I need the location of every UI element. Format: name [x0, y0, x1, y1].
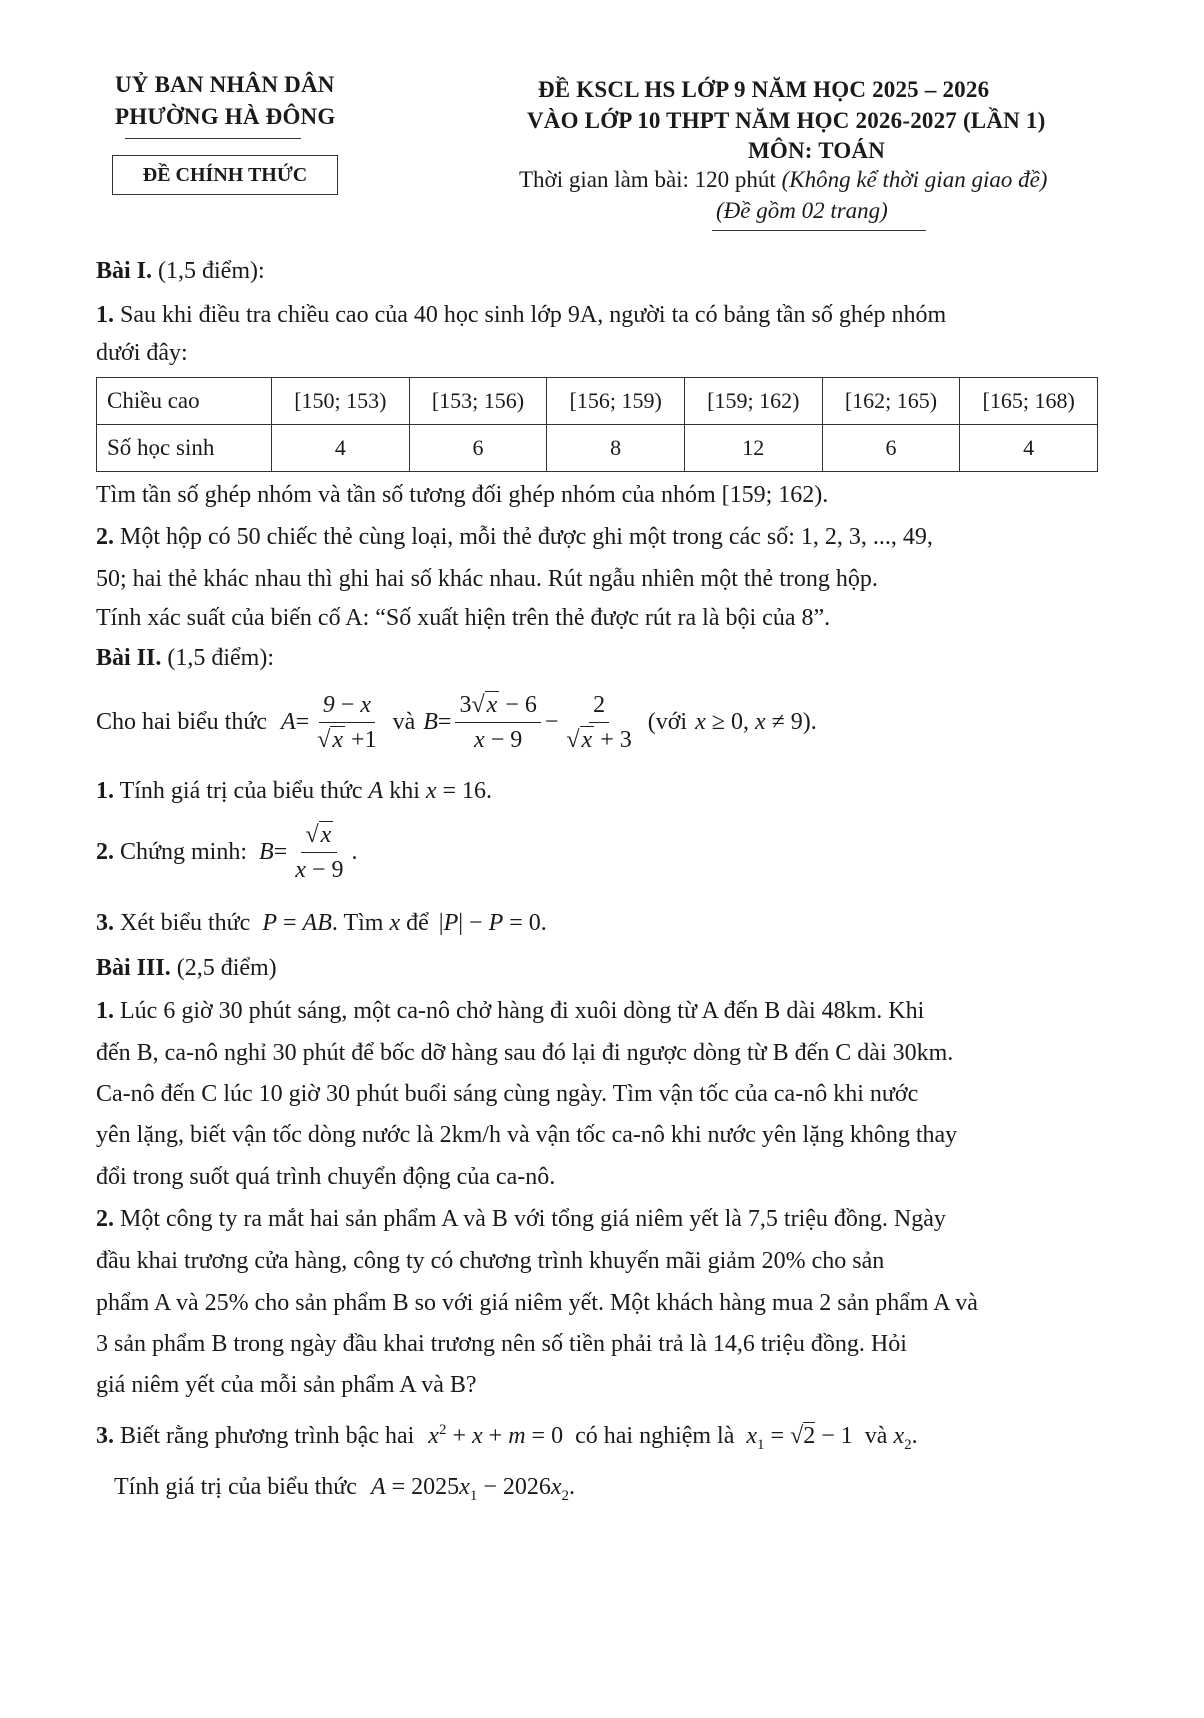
- bai1-q1-line3: Tìm tần số ghép nhóm và tần số tương đối ghép nhóm của nhóm [159; 162).: [96, 482, 829, 508]
- q-and: và: [864, 1423, 888, 1449]
- bai3-q3-line2: Tính giá trị của biểu thức $A = 2025x_1 - 2026x_2$.: [114, 1474, 576, 1504]
- bai1-title: Bài I.: [96, 258, 153, 284]
- expr-a: A=: [280, 709, 310, 736]
- q-text: Tính giá trị của biểu thức: [119, 778, 363, 804]
- bai2-q3: 3. Xét biểu thức P = AB. Tìm x để |P| − P = 0.: [96, 910, 547, 936]
- table-row: [97, 425, 1098, 472]
- q-text: Chứng minh:: [120, 839, 248, 866]
- intro-text: Cho hai biểu thức: [96, 709, 267, 736]
- q-text: Sau khi điều tra chiều cao của 40 học sinh lớp 9A, người ta có bảng tần số ghép nhóm: [120, 302, 947, 328]
- q-number: 2.: [96, 839, 114, 866]
- time-prefix: Thời gian làm bài: 120 phút: [519, 167, 776, 192]
- q-text: Một hộp có 50 chiếc thẻ cùng loại, mỗi thẻ được ghi một trong các số: 1, 2, 3, ..., 49,: [120, 524, 933, 550]
- frequency-table: [96, 377, 1098, 472]
- bai2-expressions: Cho hai biểu thức A= $\frac{9 - x}{√x +1}$ và B= $\frac{3√x - 6}{x - 9}$ − $\frac{2}{√x + 3}$ (với x ≥ 0, x ≠ 9).: [96, 692, 817, 754]
- condition-math: x ≥ 0, x ≠ 9).: [695, 709, 817, 736]
- bai3-q2-line5: giá niêm yết của mỗi sản phẩm A và B?: [96, 1372, 477, 1398]
- q-so: để: [406, 910, 429, 936]
- table-row: [97, 378, 1098, 425]
- row-label-students: Số học sinh: [97, 425, 272, 472]
- subject-label: MÔN: TOÁN: [748, 138, 886, 163]
- bai1-q2-line2: 50; hai thẻ khác nhau thì ghi hai số khác nhau. Rút ngẫu nhiên một thẻ trong hộp.: [96, 566, 878, 592]
- table-cell: 12: [684, 425, 822, 472]
- q-find: Tìm: [343, 910, 384, 936]
- bai1-heading: [96, 258, 265, 285]
- bai3-q1-line3: Ca-nô đến C lúc 10 giờ 30 phút buổi sáng cùng ngày. Tìm vận tốc của ca-nô khi nước: [96, 1081, 919, 1107]
- q-number: 3.: [96, 910, 114, 936]
- table-cell: [150; 153): [272, 378, 410, 425]
- q-number: 1.: [96, 998, 114, 1024]
- bai2-points: (1,5 điểm):: [167, 645, 274, 671]
- table-cell: 6: [409, 425, 547, 472]
- official-label: ĐỀ CHÍNH THỨC: [142, 163, 308, 186]
- bai3-title: Bài III.: [96, 955, 171, 981]
- q-text: Lúc 6 giờ 30 phút sáng, một ca-nô chở hàng đi xuôi dòng từ A đến B dài 48km. Khi: [120, 998, 925, 1024]
- q-number: 1.: [96, 778, 114, 804]
- q-text: Tính giá trị của biểu thức: [114, 1474, 357, 1500]
- right-underline: [712, 230, 926, 231]
- q-roots: có hai nghiệm là: [575, 1423, 735, 1449]
- bai2-title: Bài II.: [96, 645, 162, 671]
- bai3-q2-line1: [96, 1206, 946, 1233]
- time-info: [519, 167, 1047, 193]
- exam-subtitle: VÀO LỚP 10 THPT NĂM HỌC 2026-2027 (LẦN 1): [527, 108, 1046, 133]
- bai3-points: (2,5 điểm): [176, 955, 277, 981]
- q-number: 2.: [96, 524, 114, 550]
- q-text: Một công ty ra mắt hai sản phẩm A và B với tổng giá niêm yết là 7,5 triệu đồng. Ngày: [120, 1206, 946, 1232]
- bai2-heading: [96, 645, 274, 672]
- table-cell: [159; 162): [684, 378, 822, 425]
- bai2-q1: 1. Tính giá trị của biểu thức A khi x = 16.: [96, 778, 493, 804]
- authority-name: UỶ BAN NHÂN DÂN: [115, 72, 335, 97]
- bai3-q2-line3: phẩm A và 25% cho sản phẩm B so với giá niêm yết. Một khách hàng mua 2 sản phẩm A và: [96, 1290, 978, 1316]
- and-text: và: [392, 709, 416, 736]
- bai1-q1-line2: dưới đây:: [96, 340, 188, 366]
- table-cell: [162; 165): [822, 378, 960, 425]
- q-when: khi: [389, 778, 420, 804]
- q-number: 1.: [96, 302, 114, 328]
- bai3-heading: [96, 955, 277, 982]
- frac-a: $\frac{9 - x}{√x +1}$: [317, 692, 377, 754]
- expr-b: B=: [423, 709, 452, 736]
- bai1-points: (1,5 điểm):: [158, 258, 265, 284]
- frac-b2: $\frac{2}{√x + 3}$: [566, 692, 632, 754]
- table-cell: [165; 168): [960, 378, 1098, 425]
- time-note: (Không kể thời gian giao đề): [781, 167, 1048, 192]
- exam-title: ĐỀ KSCL HS LỚP 9 NĂM HỌC 2025 – 2026: [538, 77, 990, 102]
- bai2-q2: 2. Chứng minh: B= $\frac{√x}{x - 9}$ .: [96, 822, 358, 884]
- bai3-q1-line2: đến B, ca-nô nghỉ 30 phút để bốc dỡ hàng sau đó lại đi ngược dòng từ B đến C dài 30km.: [96, 1040, 954, 1066]
- left-underline: [125, 138, 301, 139]
- q-number: 3.: [96, 1423, 114, 1449]
- bai3-q1-line5: đổi trong suốt quá trình chuyển động của ca-nô.: [96, 1164, 556, 1190]
- ward-name: PHƯỜNG HÀ ĐÔNG: [115, 104, 336, 129]
- frac-b1: $\frac{3√x - 6}{x - 9}$: [455, 692, 540, 754]
- bai3-q1-line1: [96, 998, 924, 1025]
- bai1-q1-line1: [96, 302, 946, 329]
- row-label-height: Chiều cao: [97, 378, 272, 425]
- q-text: Xét biểu thức: [120, 910, 251, 936]
- bai3-q2-line4: 3 sản phẩm B trong ngày đầu khai trương nên số tiền phải trả là 14,6 triệu đồng. Hỏi: [96, 1331, 907, 1357]
- bai3-q2-line2: đầu khai trương cửa hàng, công ty có chương trình khuyến mãi giảm 20% cho sản: [96, 1248, 885, 1274]
- table-cell: [156; 159): [547, 378, 685, 425]
- table-cell: 6: [822, 425, 960, 472]
- table-cell: 8: [547, 425, 685, 472]
- pages-note: (Đề gồm 02 trang): [716, 198, 888, 223]
- q-text: Biết rằng phương trình bậc hai: [120, 1423, 415, 1449]
- bai1-q2-line3: Tính xác suất của biến cố A: “Số xuất hiện trên thẻ được rút ra là bội của 8”.: [96, 605, 831, 631]
- table-cell: 4: [272, 425, 410, 472]
- q-number: 2.: [96, 1206, 114, 1232]
- table-cell: 4: [960, 425, 1098, 472]
- bai1-q2-line1: [96, 524, 933, 551]
- bai3-q3-line1: 3. Biết rằng phương trình bậc hai $x^2 + x + m = 0$ có hai nghiệm là $x_1 = √2 - 1$ và $x_2$.: [96, 1422, 918, 1453]
- table-cell: [153; 156): [409, 378, 547, 425]
- condition-prefix: (với: [647, 709, 688, 736]
- frac-b-proof: $\frac{√x}{x - 9}$: [295, 822, 344, 884]
- official-exam-box: [112, 155, 338, 195]
- bai3-q1-line4: yên lặng, biết vận tốc dòng nước là 2km/h và vận tốc ca-nô khi nước yên lặng không thay: [96, 1122, 958, 1148]
